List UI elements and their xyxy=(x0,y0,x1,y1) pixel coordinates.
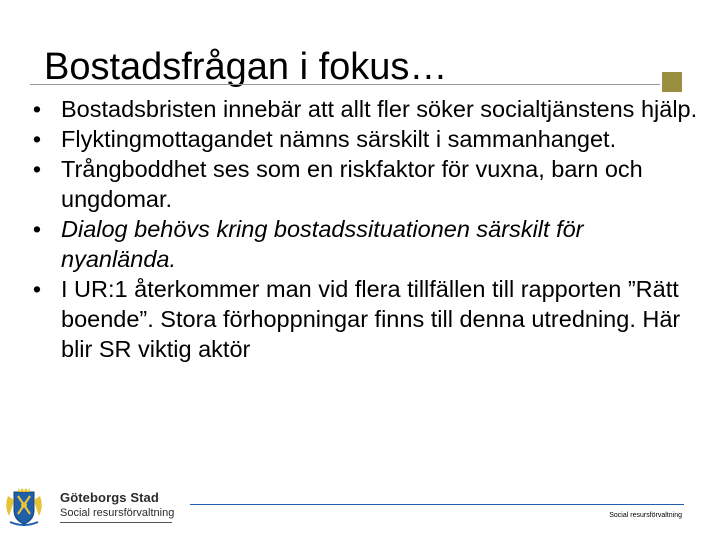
logo-org-name: Göteborgs Stad xyxy=(60,490,159,505)
logo-underline xyxy=(60,522,172,523)
logo-dept-name: Social resursförvaltning xyxy=(60,507,175,519)
organization-logo xyxy=(4,486,174,530)
bullet-marker: • xyxy=(32,216,42,242)
bullet-text: Flyktingmottagandet nämns särskilt i sammanhanget. xyxy=(61,126,617,152)
bullet-item xyxy=(30,124,700,154)
bullet-marker: • xyxy=(32,156,42,182)
bullet-item xyxy=(30,94,700,124)
bullet-text: I UR:1 återkommer man vid flera tillfällen till rapporten ”Rätt boende”. Stora förhoppningar finns till denna utredning. Här blir SR viktig aktör xyxy=(61,276,681,362)
accent-square xyxy=(662,72,682,92)
bullet-item xyxy=(30,214,700,274)
title-underline xyxy=(30,84,660,85)
bullet-marker: • xyxy=(32,96,42,122)
bullet-text: Dialog behövs kring bostadssituationen särskilt för nyanlända. xyxy=(61,216,584,272)
footer-divider xyxy=(190,504,684,505)
bullet-item xyxy=(30,154,700,214)
footer-note: Social resursförvaltning xyxy=(609,512,682,519)
bullet-marker: • xyxy=(32,276,42,302)
bullet-marker: • xyxy=(32,126,42,152)
bullet-item xyxy=(30,274,700,364)
city-coat-of-arms-icon xyxy=(4,486,54,528)
bullet-text: Trångboddhet ses som en riskfaktor för vuxna, barn och ungdomar. xyxy=(61,156,643,212)
slide-title: Bostadsfrågan i fokus… xyxy=(44,46,448,88)
bullet-text: Bostadsbristen innebär att allt fler söker socialtjänstens hjälp. xyxy=(61,96,698,122)
bullet-list xyxy=(30,94,700,364)
